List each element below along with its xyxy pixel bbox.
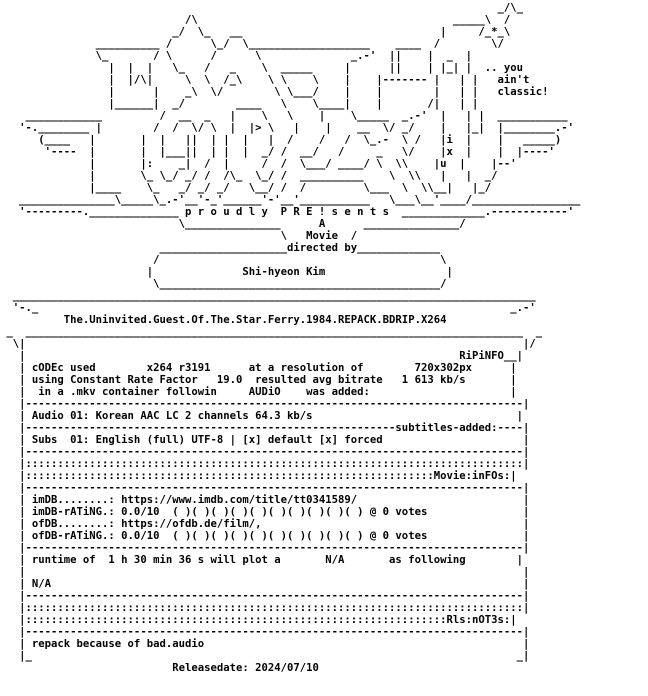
nfo-line: _______________\_____\_.-'__'-_'______'-'__'___________ \___\__'____/_________________ (0, 194, 581, 206)
nfo-line: ____________ / __ _ | \ \ | \_____ _.-' | | | ___________ (0, 110, 568, 122)
nfo-line: | imDB........: https://www.imdb.com/title/tt0341589/ | (0, 494, 530, 506)
nfo-line: | \_ \_/ _/ / /\_ \_/ / __________ \ \\ | | _/ (0, 170, 498, 182)
nfo-line: | |/\| \ \ /_\ \ \ \ | |------- | | | ain't (0, 74, 530, 86)
nfo-line: | Subs 01: English (full) UTF-8 | [x] default [x] forced | (0, 434, 530, 446)
nfo-line: | Shi-hyeon Kim | (0, 266, 453, 278)
nfo-line: The.Uninvited.Guest.Of.The.Star.Ferry.1984.REPACK.BDRIP.X264 (0, 314, 447, 326)
nfo-line: '-.________ | / / \/ \ | |> \ | | __ \/ _/ | |_| |________.-' (0, 122, 575, 134)
nfo-line: | RiPiNFO__| (0, 350, 523, 362)
nfo-line: | in a .mkv container followin AUDiO was added: | (0, 386, 517, 398)
nfo-line: | cODEc used x264 r3191 at a resolution of 720x302px | (0, 362, 517, 374)
nfo-line: \____________________________________________/ (0, 278, 447, 290)
nfo-text-block (0, 2, 580, 674)
nfo-line: | |: _| / | / / \___/ ____/ \ \\ |u | |--' (0, 158, 517, 170)
nfo-line: | ofDB-rATiNG.: 0.0/10 ( )( )( )( )( )( )( )( )( )( ) @ 0 votes | (0, 530, 530, 542)
nfo-line: | imDB-rATiNG.: 0.0/10 ( )( )( )( )( )( )( )( )( )( ) @ 0 votes | (0, 506, 530, 518)
nfo-line: \| |/ (0, 338, 536, 350)
nfo-line: |------------------------------------------------------------------------------| (0, 626, 530, 638)
nfo-line: | N/A | (0, 578, 530, 590)
nfo-line: __________ / \_/ \___________________ ____ / \/ (0, 38, 504, 50)
nfo-line: \_ / \ / \ _.-' || | _ | (0, 50, 472, 62)
nfo-line: | runtime of 1 h 30 min 36 s will plot a N/A as following | (0, 554, 523, 566)
nfo-line: | using Constant Rate Factor 19.0 resulted avg bitrate 1 613 kb/s | (0, 374, 517, 386)
nfo-line: | ofDB........: https://ofdb.de/film/, | (0, 518, 530, 530)
nfo-line: | repack because of bad.audio | (0, 638, 530, 650)
nfo-line: ____________________directed by_____________ (0, 242, 441, 254)
nfo-line: \_______________ A _______________/ (0, 218, 466, 230)
nfo-line: |::::::::::::::::::::::::::::::::::::::::::::::::::::::::::::::::Movie:inFOs:| (0, 470, 517, 482)
nfo-line: '---- | | |___|| | | | _/ / __/ / _ \/ |x | | |----' (0, 146, 555, 158)
nfo-line: |::::::::::::::::::::::::::::::::::::::::::::::::::::::::::::::::::::::::::::::| (0, 602, 530, 614)
nfo-line: (____ | | | || | | | | / / / \_.- \ / |i | | _____) (0, 134, 562, 146)
nfo-line: | | (0, 566, 530, 578)
nfo-line: _/ \_ __ | /_*_\ (0, 26, 511, 38)
nfo-line: \ Movie / (0, 230, 358, 242)
nfo-line: '-._ _.-' (0, 302, 536, 314)
nfo-line: _/\_ (0, 2, 523, 14)
nfo-line: | | _\ \/ \ \___/ | | | | | classic! (0, 86, 549, 98)
nfo-line: | Audio 01: Korean AAC LC 2 channels 64.3 kb/s | (0, 410, 523, 422)
nfo-line: |______| _/ ____ \ \____| | /| | | (0, 98, 479, 110)
nfo-line: / \ (0, 254, 447, 266)
nfo-line: |------------------------------------------------------------------------------| (0, 542, 530, 554)
nfo-line: |----------------------------------------------------------subtitles-added:----| (0, 422, 530, 434)
nfo-line: | | | \_ / _ \ _____ | || | |_| | .. you (0, 62, 523, 74)
nfo-line: |------------------------------------------------------------------------------| (0, 446, 530, 458)
nfo-line: |::::::::::::::::::::::::::::::::::::::::::::::::::::::::::::::::::::::::::::::| (0, 458, 530, 470)
nfo-line: |::::::::::::::::::::::::::::::::::::::::::::::::::::::::::::::::::Rls:nOT3s:| (0, 614, 517, 626)
nfo-line: |------------------------------------------------------------------------------| (0, 482, 530, 494)
nfo-line: __________________________________________________________________________________ (0, 290, 536, 302)
nfo-line: |------------------------------------------------------------------------------| (0, 590, 530, 602)
nfo-line: |_ _| (0, 650, 530, 662)
nfo-line: _ ______________________________________________________________________________ _ (0, 326, 543, 338)
nfo-line: |------------------------------------------------------------------------------| (0, 398, 530, 410)
nfo-line: Releasedate: 2024/07/10 (0, 662, 319, 674)
nfo-line: |____ \_ _/ _/ _/ \__/ / / \___ \ \\__| |_/ (0, 182, 492, 194)
nfo-line: /\ _____\ / (0, 14, 511, 26)
nfo-line: '---------.______________ p r o u d l y P R E ! s e n t s _____________.------------' (0, 206, 575, 218)
